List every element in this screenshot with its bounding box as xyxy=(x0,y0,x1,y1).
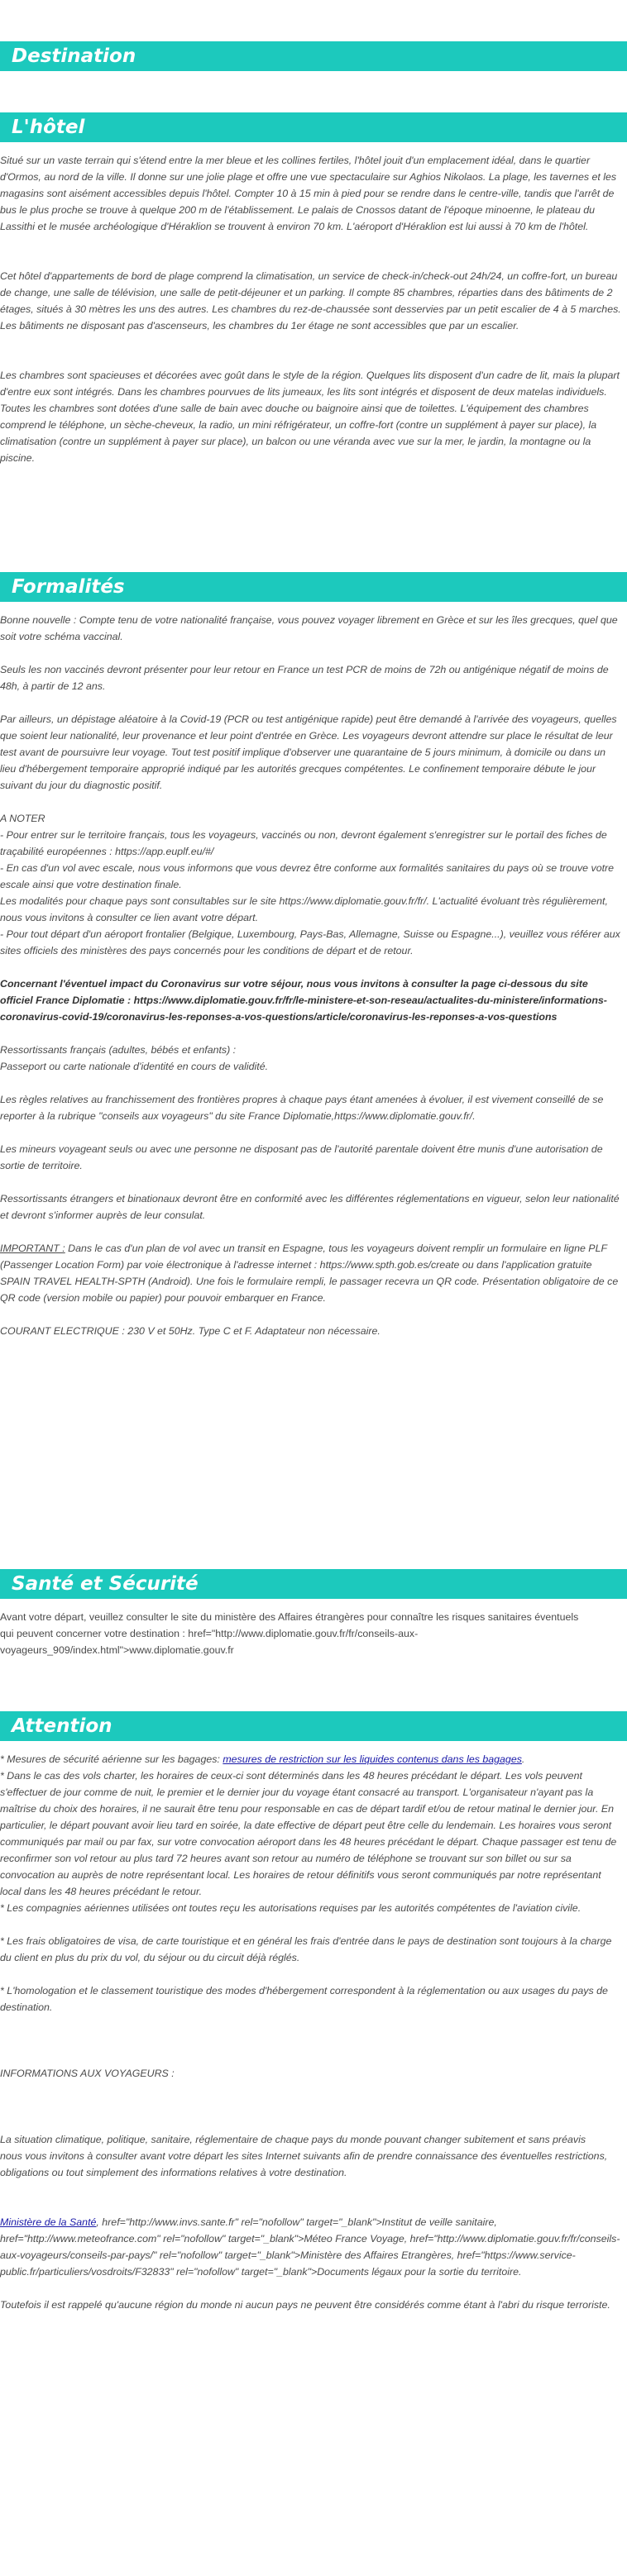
border-rules: Les règles relatives au franchissement des frontières propres à chaque pays étant amenées à évoluer, il est vivement conseillé de se reporter à la rubrique "conseils aux voyageurs" du site France Diplomatie,https://www.diplomatie.gouv.fr/. xyxy=(0,1094,604,1122)
fees-notice: * Les frais obligatoires de visa, de carte touristique et en général les frais d'entrée dans le pays de destination sont toujours à la charge du client en plus du prix du vol, du séjour ou du circuit déjà réglés. xyxy=(0,1935,612,1963)
electric-current: COURANT ELECTRIQUE : 230 V et 50Hz. Type C et F. Adaptateur non nécessaire. xyxy=(0,1325,381,1337)
ministere-sante-link[interactable]: Ministère de la Santé xyxy=(0,2216,97,2228)
hotel-paragraph-facilities: Cet hôtel d'appartements de bord de plage comprend la climatisation, un service de check-in/check-out 24h/24, un coffre-fort, un bureau de change, une salle de télévision, une salle de petit-déjeuner et un parking. Il compte 85 chambres, réparties dans des bâtiments de 2 étages, situés à 30 mètres les uns des autres. Les chambres du rez-de-chaussée sont desservies par un petit escalier de 4 à 5 marches. Les bâtiments ne disposant pas d'ascenseurs, les chambres du 1er étage ne sont accessibles que par un escalier. xyxy=(0,270,621,332)
important-label: IMPORTANT : xyxy=(0,1243,65,1254)
security-measures-prefix: * Mesures de sécurité aérienne sur les bagages: xyxy=(0,1753,223,1765)
ressortissants-label: Ressortissants français (adultes, bébés et enfants) : xyxy=(0,1044,237,1056)
formalites-good-news: Bonne nouvelle : Compte tenu de votre nationalité française, vous pouvez voyager librement en Grèce et sur les îles grecques, quel que soit votre schéma vaccinal. xyxy=(0,614,618,642)
terrorism-notice: Toutefois il est rappelé qu'aucune région du monde ni aucun pays ne peuvent être considérés comme étant à l'abri du risque terroriste. xyxy=(0,2299,610,2311)
situation-notice: La situation climatique, politique, sanitaire, réglementaire de chaque pays du monde pouvant changer subitement et sans préavis xyxy=(0,2134,586,2145)
foreign-nationals-notice: Ressortissants étrangers et binationaux devront être en conformité avec les différentes réglementations en vigueur, selon leur nationalité et devront s'informer auprès de leur consulat. xyxy=(0,1193,620,1221)
section-header-destination: Destination xyxy=(0,41,627,71)
useful-links xyxy=(0,2214,622,2280)
a-noter-item: - En cas d'un vol avec escale, nous vous informons que vous devrez être conforme aux formalités sanitaires du pays où se trouve votre escale ainsi que votre destination finale. xyxy=(0,862,615,890)
a-noter-item: - Pour tout départ d'un aéroport frontalier (Belgique, Luxembourg, Pays-Bas, Allemagne, Suisse ou Espagne...), veuillez vous référer aux sites officiels des ministères des pays concernés pour les conditions de départ et de retour. xyxy=(0,928,620,956)
sante-text: Avant votre départ, veuillez consulter le site du ministère des Affaires étrangères pour connaître les risques sanitaires éventuels qui peuvent concerner votre destination : href="http://www.diplomatie.gouv.fr/fr/conseils-aux-voyageurs_909/index.html">www.diplomatie.gouv.fr xyxy=(0,1611,579,1656)
airlines-notice: * Les compagnies aériennes utilisées ont toutes reçu les autorisations requises par les autorités compétentes de l'aviation civile. xyxy=(0,1902,582,1914)
useful-links-text: , href="http://www.invs.sante.fr" rel="nofollow" target="_blank">Institut de veille sanitaire, href="http://www.meteofrance.com" rel="nofollow" target="_blank">Méteo France Voyage, href="http://www.diplomatie.gouv.fr/fr/conseils-aux-voyageurs/conseils-par-pays/" rel="nofollow" target="_blank">Ministère des Affaires Etrangères, href="https://www.service-public.fr/particuliers/vosdroits/F32833" rel="nofollow" target="_blank">Documents légaux pour la sortie du territoire. xyxy=(0,2216,620,2278)
sante-content xyxy=(0,1609,579,1658)
formalites-content xyxy=(0,612,622,1339)
important-notice xyxy=(0,1240,622,1306)
section-header-sante: Santé et Sécurité xyxy=(0,1569,627,1599)
security-measures xyxy=(0,1751,622,1767)
homologation-notice: * L'homologation et le classement touristique des modes d'hébergement correspondent à la réglementation ou aux usages du pays de destination. xyxy=(0,1985,608,2013)
hotel-description xyxy=(0,152,622,466)
hotel-paragraph-location: Situé sur un vaste terrain qui s'étend entre la mer bleue et les collines fertiles, l'hôtel jouit d'un emplacement idéal, dans le quartier d'Ormos, au nord de la ville. Il donne sur une jolie plage et offre une vue spectaculaire sur Aghios Nikolaos. La plage, les tavernes et les magasins sont aisément accessibles depuis l'hôtel. Compter 10 à 15 min à pied pour se rendre dans le centre-ville, tandis que l'arrêt de bus le plus proche se trouve à quelque 200 m de l'établissement. Le palais de Cnossos datant de l'époque minoenne, le plateau du Lassithi et le musée archéologique d'Héraklion se trouvent à environ 70 km. L'aéroport d'Héraklion est lui aussi à 70 km de l'hôtel. xyxy=(0,155,617,232)
important-text: Dans le cas d'un plan de vol avec un transit en Espagne, tous les voyageurs doivent remplir un formulaire en ligne PLF (Passenger Location Form) par voie électronique à l'adresse internet : https://www.spth.gob.es/create ou dans l'application gratuite SPAIN TRAVEL HEALTH-SPTH (Android). Une fois le formulaire rempli, le passager recevra un QR code. Présentation obligatoire de ce QR code (version mobile ou papier) pour pouvoir embarquer en France. xyxy=(0,1243,619,1304)
liquids-restriction-link[interactable]: mesures de restriction sur les liquides contenus dans les bagages xyxy=(223,1753,522,1765)
section-header-attention: Attention xyxy=(0,1711,627,1741)
situation-advice: nous vous invitons à consulter avant votre départ les sites Internet suivants afin de prendre connaissance des éventuelles restrictions, obligations ou tout simplement des informations relatives à votre destination. xyxy=(0,2150,608,2178)
coronavirus-notice: Concernant l'éventuel impact du Coronavirus sur votre séjour, nous vous invitons à consulter la page ci-dessous du site officiel France Diplomatie : https://www.diplomatie.gouv.fr/fr/le-ministere-et-son-reseau/actualites-du-ministere/informations-coronavirus-covid-19/coronavirus-les-reponses-a-vos-questions/article/coronavirus-les-reponses-a-vos-questions xyxy=(0,978,607,1023)
a-noter-item: Les modalités pour chaque pays sont consultables sur le site https://www.diplomatie.gouv.fr/fr/. L'actualité évoluant très régulièrement, nous vous invitons à consulter ce lien avant votre départ. xyxy=(0,895,608,923)
security-measures-suffix: . xyxy=(521,1753,525,1765)
section-header-hotel: L'hôtel xyxy=(0,112,627,142)
travelers-info-title: INFORMATIONS AUX VOYAGEURS : xyxy=(0,2068,175,2079)
section-header-formalites: Formalités xyxy=(0,572,627,602)
a-noter-item: - Pour entrer sur le territoire français, tous les voyageurs, vaccinés ou non, devront également s'enregistrer sur le portail des fiches de traçabilité européennes : https://app.euplf.eu/#/ xyxy=(0,829,607,857)
minors-notice: Les mineurs voyageant seuls ou avec une personne ne disposant pas de l'autorité parentale doivent être munis d'une autorisation de sortie de territoire. xyxy=(0,1143,603,1171)
hotel-paragraph-rooms: Les chambres sont spacieuses et décorées avec goût dans le style de la région. Quelques lits disposent d'un cadre de lit, mais la plupart d'entre eux sont intégrés. Dans les chambres pourvues de lits jumeaux, les lits sont intégrés et disposent de deux matelas individuels. Toutes les chambres sont dotées d'une salle de bain avec douche ou baignoire ainsi que de toilettes. L'équipement des chambres comprend le téléphone, un sèche-cheveux, la radio, un mini réfrigérateur, un coffre-fort (contre un supplément à payer sur place), la climatisation (contre un supplément à payer sur place), un balcon ou une véranda avec vue sur la mer, le jardin, la montagne ou la piscine. xyxy=(0,370,620,464)
a-noter-title: A NOTER xyxy=(0,813,45,824)
formalites-test-return: Seuls les non vaccinés devront présenter pour leur retour en France un test PCR de moins de 72h ou antigénique négatif de moins de 48h, à partir de 12 ans. xyxy=(0,664,609,692)
formalites-random-test: Par ailleurs, un dépistage aléatoire à la Covid-19 (PCR ou test antigénique rapide) peut être demandé à l'arrivée des voyageurs, quelles que soient leur nationalité, leur provenance et leur point d'entrée en Grèce. Les voyageurs devront attendre sur place le résultat de leur test avant de poursuivre leur voyage. Tout test positif implique d'observer une quarantaine de 5 jours minimum, à domicile ou dans un lieu d'hébergement temporaire approprié indiqué par les autorités grecques compétentes. Le confinement temporaire débute le jour suivant du jour du diagnostic positif. xyxy=(0,713,617,791)
charter-flights-notice: * Dans le cas des vols charter, les horaires de ceux-ci sont déterminés dans les 48 heures précédant le départ. Les vols peuvent s'effectuer de jour comme de nuit, le premier et le dernier jour du voyage étant consacré au transport. L'organisateur n'ayant pas la maîtrise du choix des horaires, il ne saurait être tenu pour responsable en cas de départ tardif et/ou de retour matinal le dernier jour. En particulier, le départ pouvant avoir lieu tard en soirée, la date effective de départ peut être celle du lendemain. Les horaires vous seront communiqués par mail ou par fax, sur votre convocation aéroport dans les 48 heures précédant le départ. Chaque passager est tenu de reconfirmer son vol retour au plus tard 72 heures avant son retour au numéro de téléphone se trouvant sur son billet ou sur sa convocation au auprès de notre représentant local. Les horaires de retour définitifs vous seront communiqués par notre représentant local dans les 48 heures précédant le retour. xyxy=(0,1770,617,1897)
attention-content xyxy=(0,1751,622,2313)
ressortissants-docs: Passeport ou carte nationale d'identité en cours de validité. xyxy=(0,1061,269,1072)
